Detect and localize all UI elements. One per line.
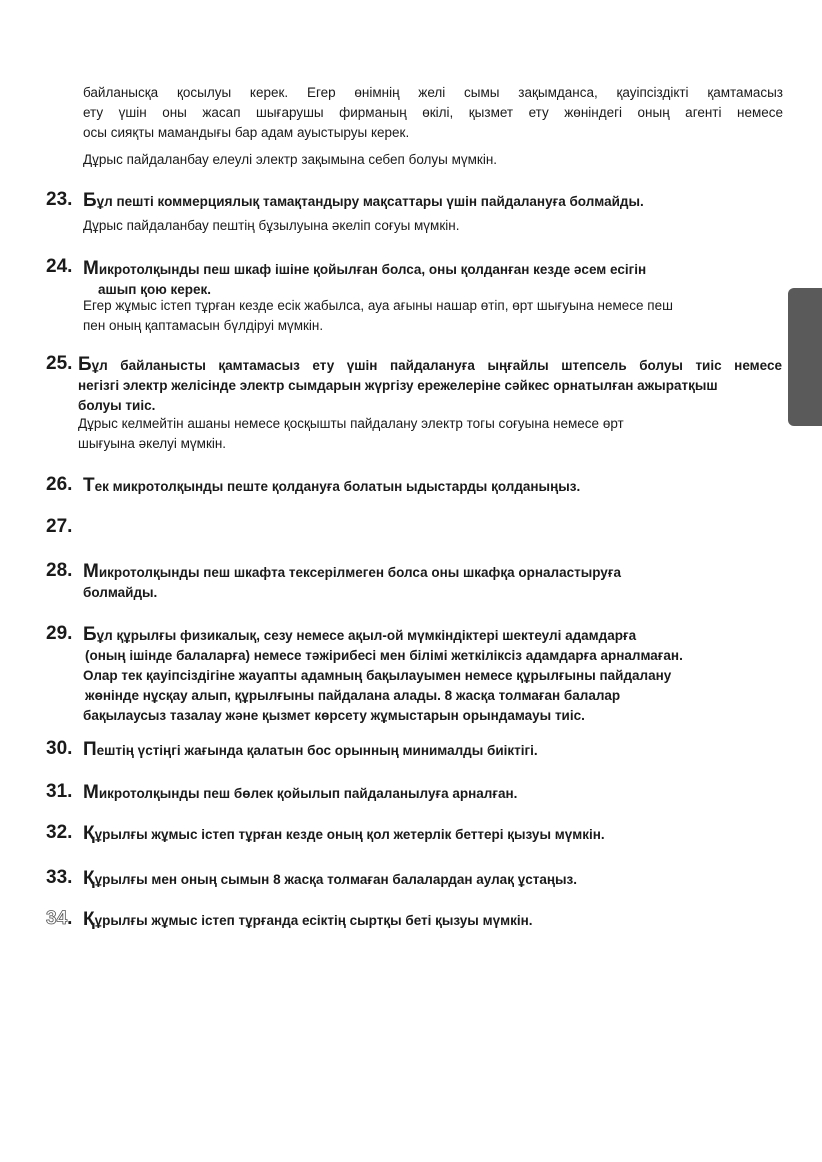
heading-text: икротолқынды пеш шкаф ішіне қойылған болса, оны қолданған кезде әсем есігін bbox=[98, 262, 647, 277]
heading-initial: Қ bbox=[83, 868, 95, 889]
heading-initial: Б bbox=[83, 624, 97, 645]
heading-initial: Б bbox=[78, 354, 92, 375]
item-number bbox=[46, 908, 72, 930]
heading-text: ұрылғы жұмыс істеп тұрған кезде оның қол жетерлік беттері қызуы мүмкін. bbox=[94, 827, 605, 842]
heading-text: ұл байланысты қамтамасыз ету үшін пайдалануға ыңғайлы штепсель болуы тиіс немесе bbox=[91, 358, 782, 373]
note-line: Егер жұмыс істеп тұрған кезде есік жабылса, ауа ағыны нашар өтіп, өрт шығуына немесе пеш bbox=[83, 298, 673, 313]
item-number: 25. bbox=[46, 353, 73, 374]
heading-text: бақылаусыз тазалау және қызмет көрсету жұмыстарын орындамауы тиіс. bbox=[83, 708, 585, 723]
item-number: 29. bbox=[46, 623, 73, 644]
item-heading bbox=[83, 191, 798, 212]
heading-initial: М bbox=[83, 258, 99, 279]
heading-initial: Қ bbox=[83, 909, 95, 930]
item-heading bbox=[83, 869, 798, 890]
heading-text: болмайды. bbox=[83, 585, 158, 600]
heading-initial: Б bbox=[83, 190, 97, 211]
item-number: 24. bbox=[46, 256, 73, 277]
item-heading bbox=[83, 824, 798, 845]
intro-paragraph bbox=[83, 83, 783, 143]
intro-line: ету үшін оны жасап шығарушы фирманың өкілі, қызмет ету жөніндегі оның агенті немесе bbox=[83, 105, 783, 120]
item-note bbox=[78, 414, 768, 454]
heading-text: ұрылғы жұмыс істеп тұрғанда есіктің сыртқы беті қызуы мүмкін. bbox=[94, 913, 533, 928]
heading-text: ұрылғы мен оның сымын 8 жасқа толмаған балалардан аулақ ұстаңыз. bbox=[94, 872, 577, 887]
item-heading bbox=[83, 562, 798, 603]
heading-initial: Т bbox=[83, 475, 95, 496]
item-number: 27. bbox=[46, 516, 73, 537]
heading-text: ұл пешті коммерциялық тамақтандыру мақсаттары үшін пайдалануға болмайды. bbox=[96, 194, 644, 209]
item-note bbox=[83, 296, 773, 336]
heading-text: ұл құрылғы физикалық, сезу немесе ақыл-ой мүмкіндіктері шектеулі адамдарға bbox=[96, 628, 637, 643]
item-note: Дұрыс пайдаланбау пештің бұзылуына әкеліп соғуы мүмкін. bbox=[83, 218, 460, 233]
heading-text: (оның ішінде балаларға) немесе тәжірибесі мен білімі жеткіліксіз адамдарға арналмаған. bbox=[85, 648, 683, 663]
heading-initial: П bbox=[83, 739, 97, 760]
item-number: 32. bbox=[46, 822, 73, 843]
heading-text: негізгі электр желісінде электр сымдарын жүргізу ережелеріне сәйкес орнатылған ажыратқыш bbox=[78, 378, 718, 393]
item-number: 31. bbox=[46, 781, 73, 802]
heading-text: икротолқынды пеш бөлек қойылып пайдаланылуға арналған. bbox=[98, 786, 518, 801]
number-outline-digits: 34 bbox=[46, 908, 68, 929]
heading-text: ештің үстіңгі жағында қалатын бос орынның минималды биіктігі. bbox=[96, 743, 538, 758]
note-line: Дұрыс келмейтін ашаны немесе қосқышты пайдалану электр тогы соғуына немесе өрт bbox=[78, 416, 624, 431]
item-heading bbox=[83, 625, 798, 726]
item-heading bbox=[83, 910, 798, 931]
intro-line: байланысқа қосылуы керек. Егер өнімнің желі сымы зақымданса, қауіпсіздікті қамтамасыз bbox=[83, 85, 783, 100]
item-heading bbox=[83, 783, 798, 804]
heading-text: икротолқынды пеш шкафта тексерілмеген болса оны шкафқа орналастыруға bbox=[98, 565, 621, 580]
item-heading bbox=[83, 476, 798, 497]
item-number: 28. bbox=[46, 560, 73, 581]
heading-text: ек микротолқынды пеште қолдануға болатын ыдыстарды қолданыңыз. bbox=[94, 479, 581, 494]
note-line: шығуына әкелуі мүмкін. bbox=[78, 436, 227, 451]
intro-warning: Дұрыс пайдаланбау елеулі электр зақымына себеп болуы мүмкін. bbox=[83, 152, 498, 167]
item-number: 26. bbox=[46, 474, 73, 495]
item-number: 23. bbox=[46, 189, 73, 210]
section-side-tab bbox=[788, 288, 822, 426]
item-heading bbox=[83, 259, 798, 300]
item-number: 33. bbox=[46, 867, 73, 888]
number-dot: . bbox=[67, 908, 73, 929]
item-number: 30. bbox=[46, 738, 73, 759]
intro-line: осы сияқты мамандығы бар адам ауыстыруы керек. bbox=[83, 125, 410, 140]
heading-text: жөнінде нұсқау алып, құрылғыны пайдалана алады. 8 жасқа толмаған балалар bbox=[85, 688, 621, 703]
heading-text: Олар тек қауіпсіздігіне жауапты адамның бақылауымен немесе құрылғыны пайдалану bbox=[83, 668, 672, 683]
heading-initial: М bbox=[83, 782, 99, 803]
item-heading bbox=[78, 355, 782, 416]
heading-text: болуы тиіс. bbox=[78, 398, 156, 413]
heading-initial: М bbox=[83, 561, 99, 582]
heading-initial: Қ bbox=[83, 823, 95, 844]
heading-text: ашып қою керек. bbox=[98, 282, 212, 297]
note-line: пен оның қаптамасын бүлдіруі мүмкін. bbox=[83, 318, 324, 333]
item-heading bbox=[83, 740, 798, 761]
